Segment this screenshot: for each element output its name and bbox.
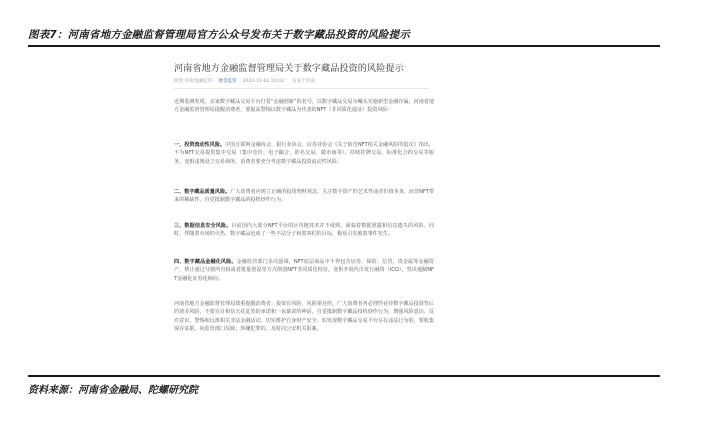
paragraph-quality-risk	[174, 188, 434, 205]
figure-title: 图表7：河南省地方金融监督管理局官方公众号发布关于数字藏品投资的风险提示	[28, 29, 411, 41]
top-rule	[28, 45, 660, 47]
paragraph-conclusion	[174, 300, 434, 334]
paragraph-heading: 一、投资流动性风险。	[174, 142, 226, 148]
bottom-rule	[28, 375, 660, 377]
article-title: 河南省地方金融监督管理局关于数字藏品投资的风险提示	[174, 63, 404, 74]
paragraph-text: 河南省地方金融监督管理局郑重提醒消费者：投资有风险，风险须自担。广大消费者务必理性看待数字藏品投资背后的诸多风险，不要盲目相信天花乱坠的承诺和一夜暴富的神话，自觉抵制数字藏品投机炒作行为，增强风险意识，反诈意识，警惕和远离相关非法金融活动，切实维护自身财产安全。如发现数字藏品交易平台存在违法行为的，要收集保存证据，向监管部门反映；涉嫌犯罪的，及时向公安机关报案。	[174, 301, 434, 333]
paragraph-intro	[174, 98, 434, 115]
article-screenshot	[164, 56, 446, 354]
paragraph-financialization-risk	[174, 258, 434, 283]
paragraph-security-risk	[174, 222, 434, 239]
paragraph-heading: 四、数字藏品金融化风险。	[174, 259, 237, 265]
paragraph-text: 金融监管部门多次强调，NFT底层商品中不得包含证券、保险、信贷、贵金属等金融资产，禁止通过分割所有权或者批量创设等方式削弱NFT非同质化特征，变相开展代币发行融资（ICO），坚决遏制NFT金融化证券化倾向。	[174, 259, 434, 282]
meta-location: 发表于河南	[292, 79, 315, 84]
meta-prefix: 原创 河南金融监管	[174, 79, 213, 84]
figure-source: 资料来源：河南省金融局、陀螺研究院	[28, 385, 198, 396]
paragraph-heading: 三、数据信息安全风险。	[174, 223, 232, 229]
paragraph-text: 目前国内大部分NFT平台的区块链技术并不成熟，面临着数据泄露和信息遗失的风险。同时，伴随着市场的火热，数字藏品也成了一些不法分子和黑客们的目标，极易引发被盗事件发生。	[174, 223, 434, 238]
paragraph-heading: 二、数字藏品质量风险。	[174, 189, 231, 195]
paragraph-text: 广大消费者应树立正确的投资理财观念，关注数字资产的艺术性或者价值本身，而非NFT带来的稀缺性，自觉抵制数字藏品的投机炒作行为。	[174, 189, 434, 204]
paragraph-liquidity-risk	[174, 141, 434, 166]
article-divider	[174, 88, 429, 89]
article-meta	[174, 78, 315, 84]
account-link[interactable]: 豫金监管	[218, 79, 237, 84]
meta-time: 2022-11-02 20:02	[242, 79, 285, 84]
paragraph-text: 近期监测发现，多家数字藏品交易平台打着“金融创新”的名号，以数字藏品交易为噱头实施新型金融诈骗。河南省地方金融监督管理局提醒消费者，要提高警惕以数字藏品为代表的NFT（非同质化通证）投资风险：	[174, 99, 434, 114]
paragraph-text: 中国互联网金融协会、银行业协会、证券业协会《关于防范NFT相关金融风险的倡议》指出，不为NFT交易提供集中交易（集中竞价、电子撮合、匿名交易、做市商等）、持续挂牌交易、标准化合约交易等服务，变相违规设立交易场所。消费者要充分考虑数字藏品投资流动性风险。	[174, 142, 434, 165]
